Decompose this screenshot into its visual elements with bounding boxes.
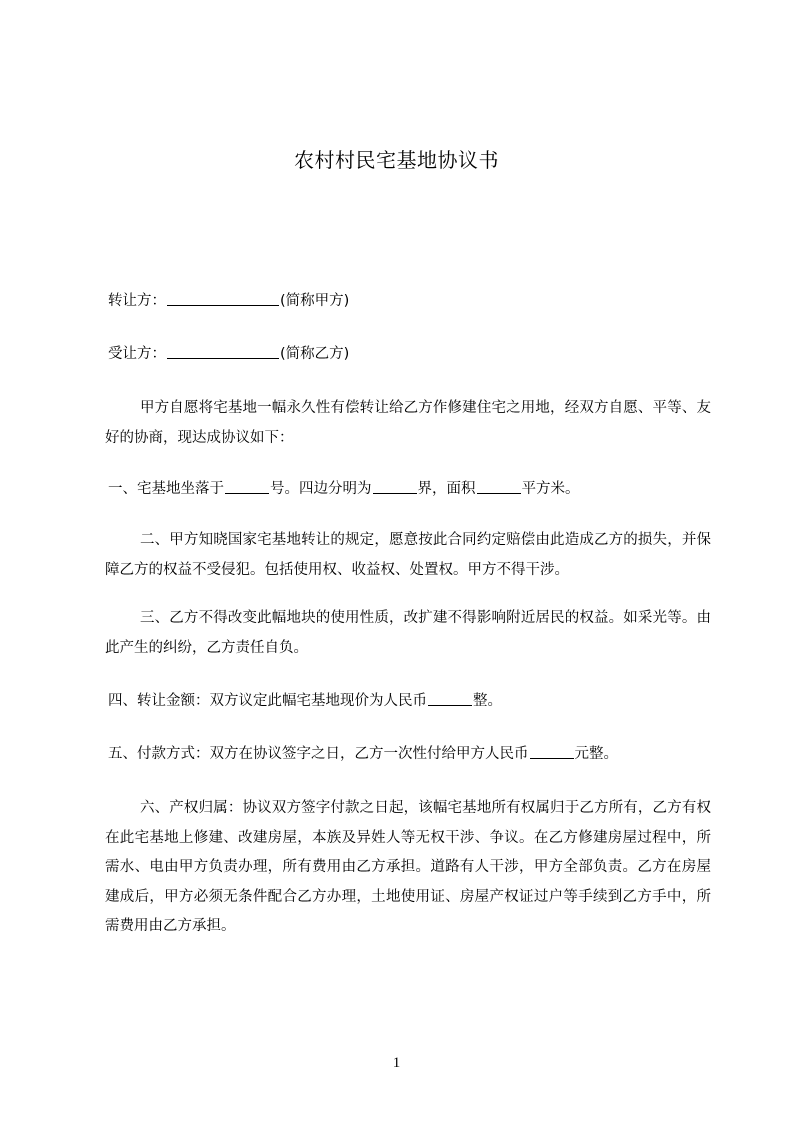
transferor-blank	[167, 290, 279, 306]
clause-1-part-d: 平方米。	[521, 481, 580, 497]
clause-1-blank-number	[225, 478, 269, 494]
clause-2: 二、甲方知晓国家宅基地转让的规定，愿意按此合同约定赔偿由此造成乙方的损失，并保障乙方的权益不受侵犯。包括使用权、收益权、处置权。甲方不得干涉。	[105, 532, 711, 578]
transferor-line	[108, 290, 708, 312]
transferee-blank	[167, 343, 279, 359]
transferor-note: (简称甲方)	[280, 293, 350, 309]
intro-paragraph: 甲方自愿将宅基地一幅永久性有偿转让给乙方作修建住宅之用地，经双方自愿、平等、友好的协商，现达成协议如下：	[105, 400, 711, 446]
clause-1-part-b: 号。四边分明为	[270, 481, 372, 497]
clause-1-blank-boundary	[373, 478, 417, 494]
clause-4-blank-amount	[428, 690, 472, 706]
clause-1-blank-area	[477, 478, 521, 494]
clause-5	[108, 743, 708, 765]
clause-1-part-c: 界，面积	[417, 481, 476, 497]
clause-3: 三、乙方不得改变此幅地块的使用性质，改扩建不得影响附近居民的权益。如采光等。由此产生的纠纷，乙方责任自负。	[105, 610, 711, 656]
clause-1-part-a: 一、宅基地坐落于	[108, 481, 224, 497]
clause-4	[108, 690, 708, 712]
clause-6: 六、产权归属：协议双方签字付款之日起，该幅宅基地所有权属归于乙方所有，乙方有权在此宅基地上修建、改建房屋，本族及异姓人等无权干涉、争议。在乙方修建房屋过程中，所需水、电由甲方负责办理，所有费用由乙方承担。道路有人干涉，甲方全部负责。乙方在房屋建成后，甲方必须无条件配合乙方办理，土地使用证、房屋产权证过户等手续到乙方手中，所需费用由乙方承担。	[105, 800, 711, 934]
clause-1	[108, 478, 708, 500]
transferee-note: (简称乙方)	[280, 346, 350, 362]
transferee-line	[108, 343, 708, 365]
transferee-label: 受让方：	[108, 346, 166, 362]
clause-5-part-a: 五、付款方式：双方在协议签字之日，乙方一次性付给甲方人民币	[108, 746, 529, 762]
transferor-label: 转让方：	[108, 293, 166, 309]
page-number: 1	[392, 1055, 401, 1071]
clause-4-part-a: 四、转让金额：双方议定此幅宅基地现价为人民币	[108, 693, 427, 709]
clause-5-blank-amount	[530, 743, 574, 759]
clause-5-part-b: 元整。	[574, 746, 618, 762]
clause-4-part-b: 整。	[473, 693, 502, 709]
document-title: 农村村民宅基地协议书	[294, 148, 499, 172]
